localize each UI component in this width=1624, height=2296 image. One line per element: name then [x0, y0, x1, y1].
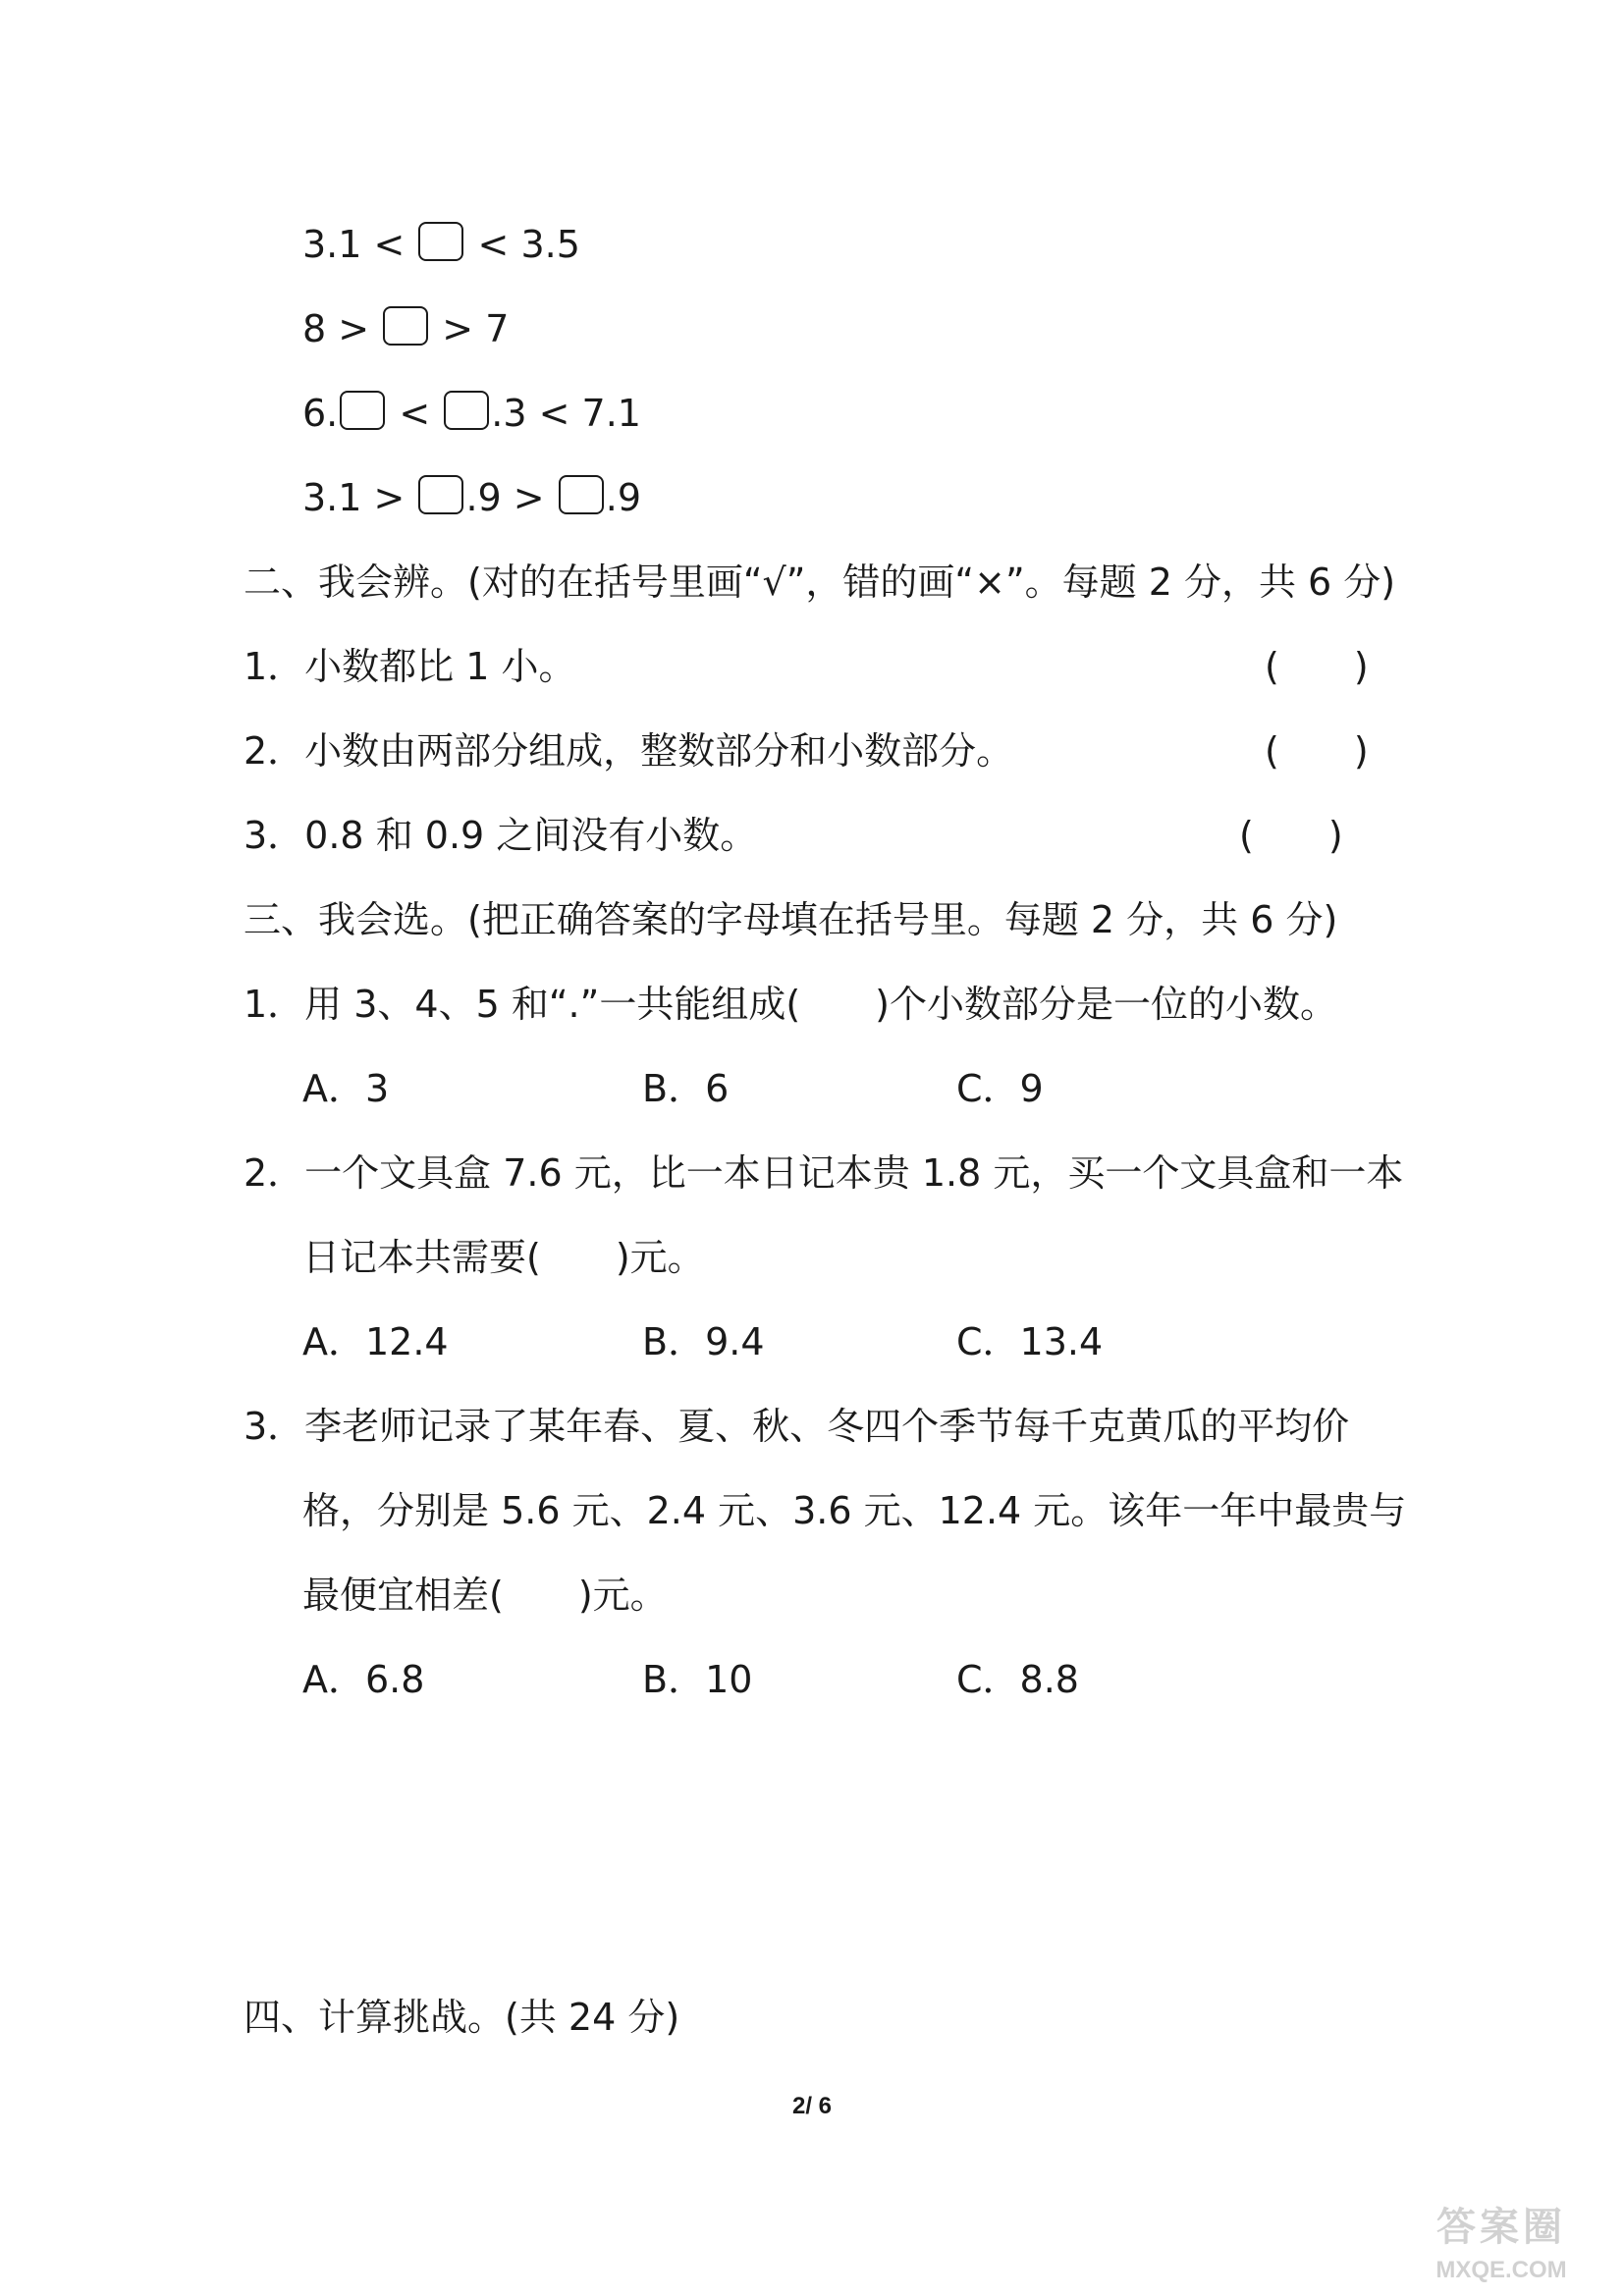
q1-option-b[interactable]: B．6 [642, 1067, 730, 1110]
answer-paren[interactable]: ( ) [1265, 645, 1369, 688]
q3-option-b[interactable]: B．10 [642, 1658, 753, 1701]
q3-option-c[interactable]: C．8.8 [956, 1658, 1079, 1701]
q2-text-line2: 日记本共需要( )元。 [302, 1236, 705, 1279]
watermark-logo [1408, 2196, 1595, 2284]
section2-heading: 二、我会辨。(对的在括号里画“√”，错的画“×”。每题 2 分，共 6 分) [244, 561, 1396, 604]
q2-option-c[interactable]: C．13.4 [956, 1320, 1104, 1363]
row4-c: .9 [605, 476, 641, 519]
q3-text-line3: 最便宜相差( )元。 [302, 1574, 668, 1617]
q1-option-a[interactable]: A．3 [302, 1067, 390, 1110]
row3-a: 6. [302, 392, 339, 435]
section4-heading: 四、计算挑战。(共 24 分) [244, 1996, 680, 2039]
watermark-bottom-text: MXQE.COM [1435, 2257, 1567, 2283]
blank-box[interactable] [559, 475, 604, 514]
answer-paren[interactable]: ( ) [1239, 814, 1343, 857]
row3-b: < [399, 392, 431, 435]
row1-left: 3.1 < [302, 223, 406, 266]
q2-option-b[interactable]: B．9.4 [642, 1320, 765, 1363]
q3-text-line1: 3．李老师记录了某年春、夏、秋、冬四个季节每千克黄瓜的平均价 [244, 1405, 1350, 1448]
row2-left: 8 > [302, 307, 370, 350]
blank-box[interactable] [340, 391, 385, 430]
q1-text: 1．用 3、4、5 和“.”一共能组成( )个小数部分是一位的小数。 [244, 983, 1337, 1026]
blank-box[interactable] [444, 391, 489, 430]
section2-item-3: 3．0.8 和 0.9 之间没有小数。 [244, 814, 758, 857]
section3-heading: 三、我会选。(把正确答案的字母填在括号里。每题 2 分，共 6 分) [244, 898, 1338, 941]
q3-option-a[interactable]: A．6.8 [302, 1658, 425, 1701]
row3-c: .3 < 7.1 [491, 392, 641, 435]
fill-in-row-3 [302, 389, 641, 438]
section2-item-1: 1．小数都比 1 小。 [244, 645, 576, 688]
blank-box[interactable] [418, 222, 463, 261]
row2-right: > 7 [442, 307, 510, 350]
q2-text-line1: 2．一个文具盒 7.6 元，比一本日记本贵 1.8 元，买一个文具盒和一本 [244, 1151, 1404, 1195]
row4-b: .9 > [465, 476, 545, 519]
fill-in-row-1 [302, 220, 580, 269]
watermark-top-text: 答案圈 [1436, 2205, 1566, 2250]
q1-option-c[interactable]: C．9 [956, 1067, 1044, 1110]
fill-in-row-4 [302, 473, 641, 522]
blank-box[interactable] [383, 306, 428, 346]
q2-option-a[interactable]: A．12.4 [302, 1320, 449, 1363]
page-number: 2/ 6 [791, 2093, 833, 2119]
blank-box[interactable] [418, 475, 463, 514]
row1-right: < 3.5 [477, 223, 580, 266]
answer-paren[interactable]: ( ) [1265, 729, 1369, 773]
row4-a: 3.1 > [302, 476, 406, 519]
fill-in-row-2 [302, 304, 509, 353]
q3-text-line2: 格，分别是 5.6 元、2.4 元、3.6 元、12.4 元。该年一年中最贵与 [302, 1489, 1407, 1532]
section2-item-2: 2．小数由两部分组成，整数部分和小数部分。 [244, 729, 1014, 773]
